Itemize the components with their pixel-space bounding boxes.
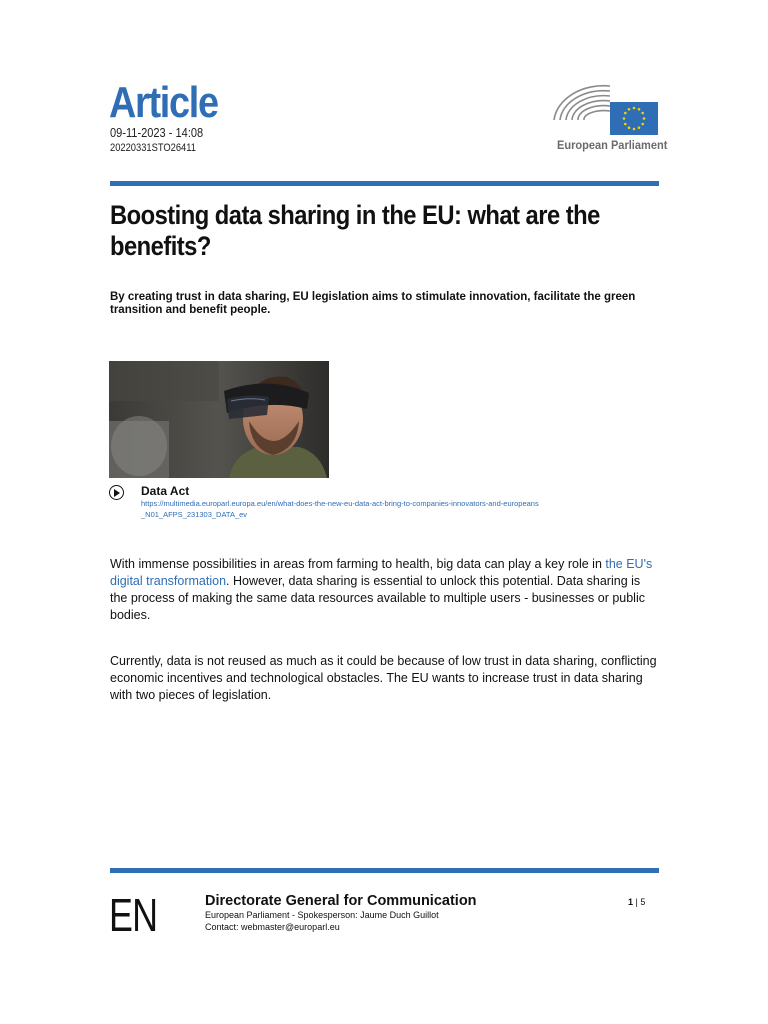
play-icon[interactable]	[109, 485, 124, 500]
article-headline: Boosting data sharing in the EU: what are the benefits?	[110, 200, 600, 261]
page-number	[628, 897, 645, 907]
language-code: EN	[109, 889, 158, 941]
document-type-title: Article	[109, 78, 218, 127]
article-lead: By creating trust in data sharing, EU legislation aims to stimulate innovation, facilitate the green transition and benefit people.	[110, 291, 636, 316]
paragraph-text: With immense possibilities in areas from farming to health, big data can play a key role in	[110, 557, 606, 571]
video-title[interactable]: Data Act	[141, 484, 190, 498]
body-paragraph-1	[110, 556, 660, 624]
spokesperson: European Parliament - Spokesperson: Jaume Duch Guillot	[205, 910, 439, 920]
organization-name: European Parliament	[556, 138, 668, 152]
total-pages: 5	[640, 897, 646, 907]
current-page: 1	[628, 897, 634, 907]
publication-date: 09-11-2023 - 14:08	[110, 125, 204, 140]
page-separator: |	[633, 897, 641, 907]
footer-divider	[110, 868, 659, 873]
video-thumbnail[interactable]	[109, 361, 329, 478]
digital-transformation-link[interactable]: the EU's digital transformation	[110, 557, 653, 588]
paragraph-text: . However, data sharing is essential to unlock this potential. Data sharing is the process of making the same data resources available to multiple users - businesses or public bodies.	[110, 574, 645, 622]
reference-number: 20220331STO26411	[110, 142, 196, 154]
department-name: Directorate General for Communication	[205, 893, 477, 909]
contact-info: Contact: webmaster@europarl.eu	[205, 922, 340, 932]
man-with-ar-headset-photo	[109, 361, 329, 478]
header-divider	[110, 181, 659, 186]
video-link[interactable]: https://multimedia.europarl.europa.eu/en/what-does-the-new-eu-data-act-bring-to-companies-innovators-and-europeans_N01_AFPS_231303_DATA_ev	[141, 499, 539, 519]
body-paragraph-2: Currently, data is not reused as much as it could be because of low trust in data sharing, conflicting economic incentives and technological obstacles. The EU wants to increase trust in data sharing with two pieces of legislation.	[110, 654, 657, 702]
